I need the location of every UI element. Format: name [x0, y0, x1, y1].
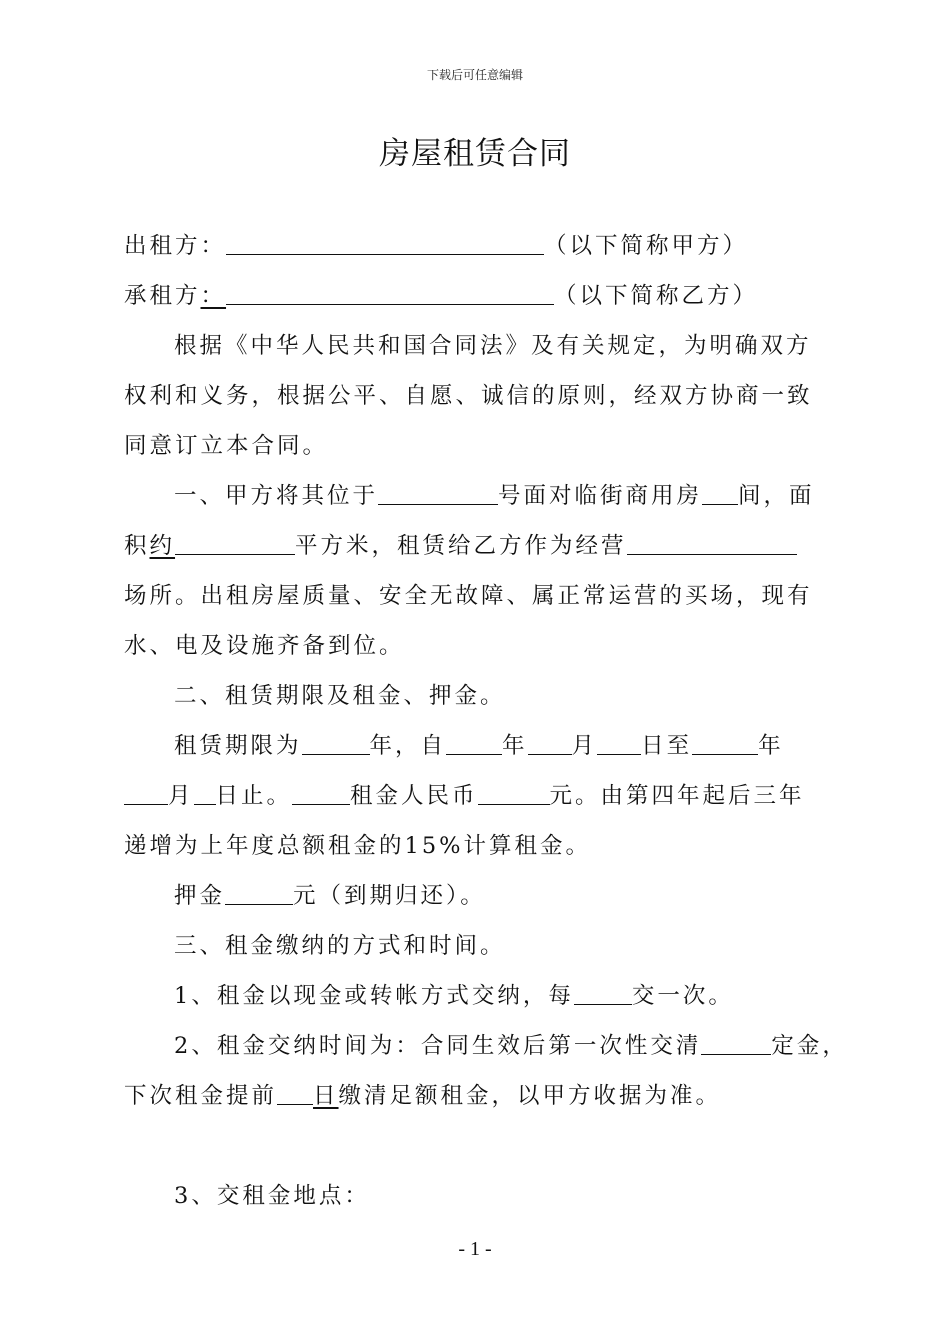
section2-line-1: 租赁期限为 年，自 年 月 日至 年 — [174, 733, 784, 759]
section3-item-1: 1、租金以现金或转帐方式交纳，每 交一次。 — [174, 983, 734, 1009]
start-day-blank[interactable] — [597, 732, 641, 755]
section2-heading: 二、租赁期限及租金、押金。 — [174, 683, 506, 709]
lessor-line: 出租方： （以下简称甲方） — [124, 233, 749, 259]
location-blank[interactable] — [378, 482, 498, 505]
section3-item-2-cont: 下次租金提前 日缴清足额租金，以甲方收据为准。 — [124, 1083, 722, 1109]
preamble-line-3: 同意订立本合同。 — [124, 433, 329, 459]
lessor-blank[interactable] — [226, 232, 544, 255]
header-note: 下载后可任意编辑 — [426, 68, 523, 82]
area-blank[interactable] — [175, 532, 295, 555]
start-month-blank[interactable] — [528, 732, 572, 755]
rent-amount-blank[interactable] — [478, 782, 550, 805]
preamble-line-1: 根据《中华人民共和国合同法》及有关规定，为明确双方 — [174, 333, 812, 359]
section3-heading: 三、租金缴纳的方式和时间。 — [174, 933, 506, 959]
section2-line-3: 递增为上年度总额租金的15%计算租金。 — [124, 833, 592, 859]
days-before-blank[interactable] — [277, 1082, 313, 1105]
end-day-blank[interactable] — [194, 782, 216, 805]
advance-blank[interactable] — [701, 1032, 771, 1055]
section1-line-3: 场所。出租房屋质量、安全无故障、属正常运营的买场，现有 — [124, 583, 813, 609]
end-month-blank[interactable] — [124, 782, 168, 805]
business-blank[interactable] — [627, 532, 797, 555]
deposit-line: 押金 元（到期归还）。 — [174, 883, 486, 909]
lessee-blank[interactable] — [226, 282, 554, 305]
lessee-line: 承租方： （以下简称乙方） — [124, 283, 759, 309]
start-year-blank[interactable] — [446, 732, 502, 755]
section1-line-4: 水、电及设施齐备到位。 — [124, 633, 405, 659]
preamble-line-2: 权利和义务，根据公平、自愿、诚信的原则，经双方协商一致 — [124, 383, 813, 409]
page-number: - 1 - — [458, 1238, 492, 1260]
end-year-blank[interactable] — [692, 732, 758, 755]
section1-line-1: 一、甲方将其位于 号面对临街商用房 间，面 — [174, 483, 815, 509]
deposit-blank[interactable] — [225, 882, 293, 905]
section2-line-2: 月 日止。 租金人民币 元。由第四年起后三年 — [124, 780, 805, 812]
payment-frequency-blank[interactable] — [574, 982, 632, 1005]
term-years-blank[interactable] — [302, 732, 370, 755]
section3-item-3: 3、交租金地点： — [174, 1183, 370, 1209]
section1-line-2: 积约 平方米，租赁给乙方作为经营 — [124, 530, 797, 562]
room-count-blank[interactable] — [702, 482, 738, 505]
rent-period-blank[interactable] — [292, 782, 350, 805]
section3-item-2: 2、租金交纳时间为：合同生效后第一次性交清 定金， — [174, 1033, 848, 1059]
page-title: 房屋租赁合同 — [379, 136, 571, 172]
